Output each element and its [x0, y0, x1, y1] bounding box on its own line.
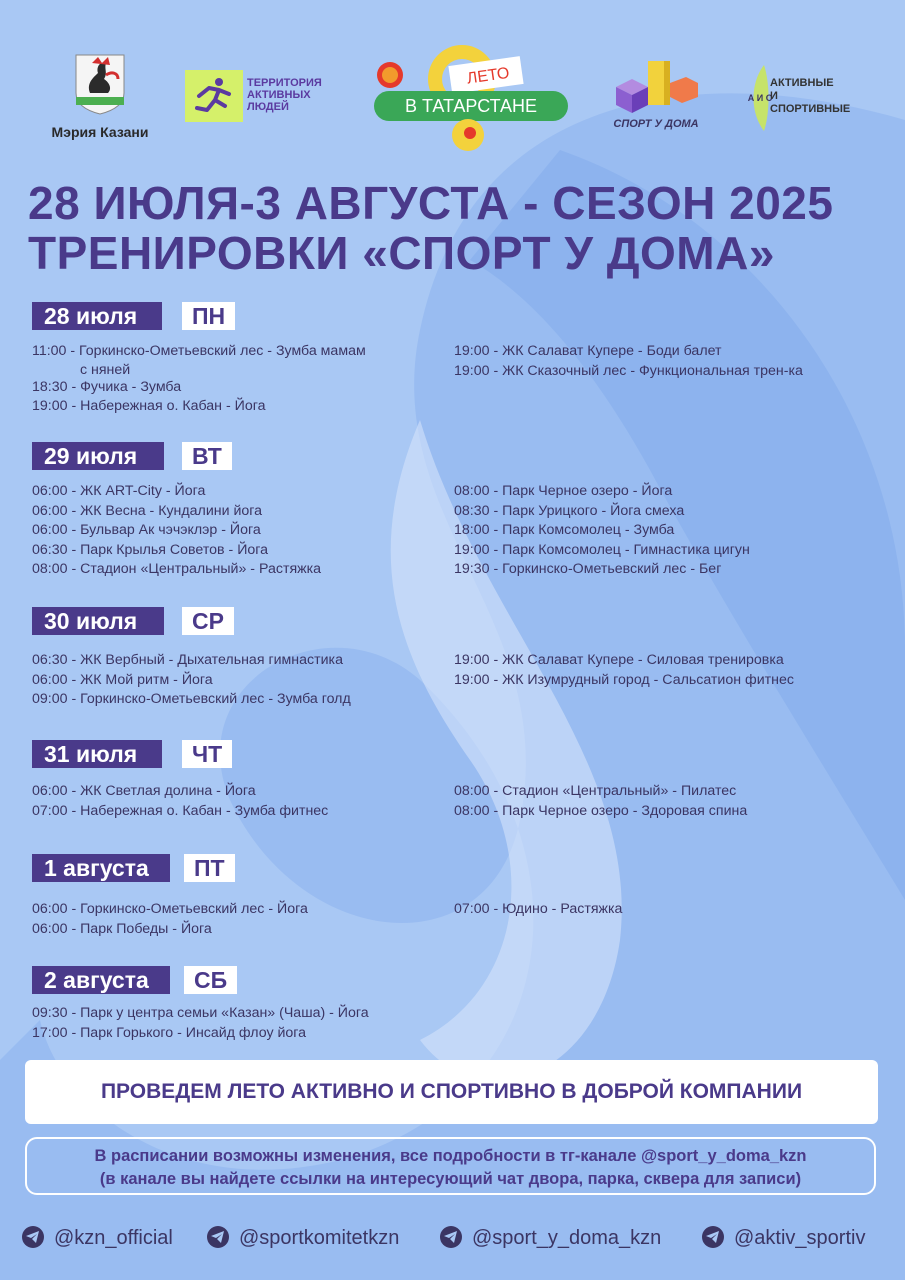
summer-tatarstan-logo	[370, 45, 570, 155]
schedule-entry: 19:30 - Горкинско-Ометьевский лес - Бег	[454, 561, 722, 577]
tal-line-2: АКТИВНЫХ	[247, 89, 311, 101]
title-line-1: 28 ИЮЛЯ-3 АВГУСТА - СЕЗОН 2025	[28, 177, 834, 229]
tal-line-1: ТЕРРИТОРИЯ	[247, 77, 322, 89]
schedule-entry: 06:00 - Парк Победы - Йога	[32, 920, 212, 937]
schedule-entry: 19:00 - Набережная о. Кабан - Йога	[32, 398, 266, 414]
social-links	[22, 1223, 892, 1253]
schedule-entry: 11:00 - Горкинско-Ометьевский лес - Зумба мамам	[32, 343, 366, 359]
schedule-right-column	[454, 782, 747, 821]
social-link-aktiv-sportiv[interactable]	[702, 1223, 865, 1253]
telegram-icon	[22, 1226, 44, 1248]
schedule-entry: 08:30 - Парк Урицкого - Йога смеха	[454, 502, 685, 519]
day-date: 31 июля	[32, 740, 162, 768]
tal-line-3: ЛЮДЕЙ	[247, 101, 289, 113]
kazan-logo-label: Мэрия Казани	[51, 124, 149, 140]
schedule-entry: 06:30 - ЖК Вербный - Дыхательная гимнастика	[32, 652, 343, 668]
schedule-right-column	[454, 342, 803, 381]
slogan-banner: ПРОВЕДЕМ ЛЕТО АКТИВНО И СПОРТИВНО В ДОБРОЙ КОМПАНИИ	[25, 1060, 878, 1124]
ais-line-1: АКТИВНЫЕ	[770, 77, 834, 89]
social-link-kzn-official[interactable]	[22, 1223, 173, 1253]
telegram-icon	[440, 1226, 462, 1248]
schedule-entry: 07:00 - Юдино - Растяжка	[454, 901, 623, 917]
kazan-mayor-logo	[40, 53, 160, 140]
schedule-entry: 08:00 - Парк Черное озеро - Йога	[454, 483, 673, 499]
schedule-left-column	[32, 1004, 369, 1043]
schedule-entry: 06:00 - ЖК Весна - Кундалини йога	[32, 502, 263, 519]
social-link-sportkomitet[interactable]	[207, 1223, 399, 1253]
social-handle: @kzn_official	[54, 1227, 173, 1249]
schedule-entry: 07:00 - Набережная о. Кабан - Зумба фитнес	[32, 802, 329, 819]
schedule-entry: 09:00 - Горкинско-Ометьевский лес - Зумба голд	[32, 691, 351, 707]
schedule-change-note	[25, 1137, 876, 1195]
day-weekday: СБ	[184, 966, 237, 994]
note-line-1: В расписании возможны изменения, все подробности в тг-канале @sport_y_doma_kzn	[94, 1147, 807, 1165]
note-line-2: (в канале вы найдете ссылки на интересующий чат двора, парка, сквера для записи)	[99, 1170, 802, 1188]
day-date: 2 августа	[32, 966, 170, 994]
social-handle: @sportkomitetkzn	[239, 1227, 400, 1249]
schedule-entry: 18:00 - Парк Комсомолец - Зумба	[454, 522, 675, 538]
day-weekday: ПТ	[184, 854, 235, 882]
day-date: 28 июля	[32, 302, 162, 330]
schedule-entry: 08:00 - Стадион «Центральный» - Растяжка	[32, 561, 322, 577]
day-date: 29 июля	[32, 442, 164, 470]
schedule-left-column	[32, 782, 328, 821]
schedule-left-column	[32, 482, 321, 580]
ais-logo	[747, 63, 880, 133]
day-date: 30 июля	[32, 607, 164, 635]
day-weekday: ВТ	[182, 442, 232, 470]
social-link-sport-u-doma[interactable]	[440, 1223, 661, 1253]
leto-logo-bottom: В ТАТАРСТАНЕ	[404, 96, 538, 116]
schedule-right-column	[454, 651, 794, 690]
schedule-entry: 08:00 - Стадион «Центральный» - Пилатес	[454, 783, 737, 799]
title-line-2: ТРЕНИРОВКИ «СПОРТ У ДОМА»	[28, 227, 775, 279]
runner-icon	[185, 70, 243, 122]
schedule-entry: 19:00 - Парк Комсомолец - Гимнастика цигун	[454, 541, 750, 558]
day-weekday: ПН	[182, 302, 235, 330]
schedule-entry: 06:00 - ЖК Мой ритм - Йога	[32, 671, 213, 688]
leaf-icon	[464, 127, 476, 139]
kazan-coat-of-arms-icon	[72, 53, 128, 115]
schedule-right-column	[454, 482, 750, 580]
schedule-entry: 19:00 - ЖК Сказочный лес - Функциональная трен-ка	[454, 362, 803, 379]
schedule-left-column	[32, 900, 308, 939]
schedule-entry: 06:30 - Парк Крылья Советов - Йога	[32, 541, 269, 558]
schedule-entry: 06:00 - Бульвар Ак чэчэклэр - Йога	[32, 522, 261, 538]
day-weekday: СР	[182, 607, 234, 635]
schedule-entry: 18:30 - Фучика - Зумба	[32, 378, 182, 395]
schedule-entry: 19:00 - ЖК Салават Купере - Боди балет	[454, 343, 722, 359]
schedule-entry: 19:00 - ЖК Салават Купере - Силовая тренировка	[454, 652, 784, 668]
schedule-entry: 08:00 - Парк Черное озеро - Здоровая спина	[454, 802, 748, 819]
day-weekday: ЧТ	[182, 740, 232, 768]
telegram-icon	[702, 1226, 724, 1248]
active-people-territory-logo	[185, 70, 345, 122]
schedule-left-column	[32, 651, 351, 710]
schedule-entry: 06:00 - ЖК ART-City - Йога	[32, 483, 206, 499]
telegram-icon	[207, 1226, 229, 1248]
ais-letters: А И С	[747, 93, 773, 103]
schedule-right-column	[454, 900, 622, 920]
social-handle: @aktiv_sportiv	[734, 1227, 866, 1249]
sport-u-doma-logo	[606, 57, 706, 137]
schedule-entry: 06:00 - ЖК Светлая долина - Йога	[32, 783, 256, 799]
ais-line-3: СПОРТИВНЫЕ	[770, 103, 851, 115]
social-handle: @sport_y_doma_kzn	[472, 1227, 662, 1249]
partner-logos	[0, 45, 905, 155]
schedule-entry: с няней	[80, 361, 131, 378]
sport-u-doma-logo-text: СПОРТ У ДОМА	[613, 118, 699, 130]
schedule-entry: 17:00 - Парк Горького - Инсайд флоу йога	[32, 1024, 307, 1041]
schedule-entry: 09:30 - Парк у центра семьи «Казан» (Чаша) - Йога	[32, 1005, 369, 1021]
schedule-left-column	[32, 342, 366, 417]
page-title	[28, 178, 898, 278]
leto-logo-top: ЛЕТО	[465, 64, 511, 88]
ais-line-2: И	[770, 90, 778, 102]
schedule-entry: 06:00 - Горкинско-Ометьевский лес - Йога	[32, 901, 308, 917]
schedule-entry: 19:00 - ЖК Изумрудный город - Сальсатион фитнес	[454, 671, 794, 688]
day-date: 1 августа	[32, 854, 170, 882]
